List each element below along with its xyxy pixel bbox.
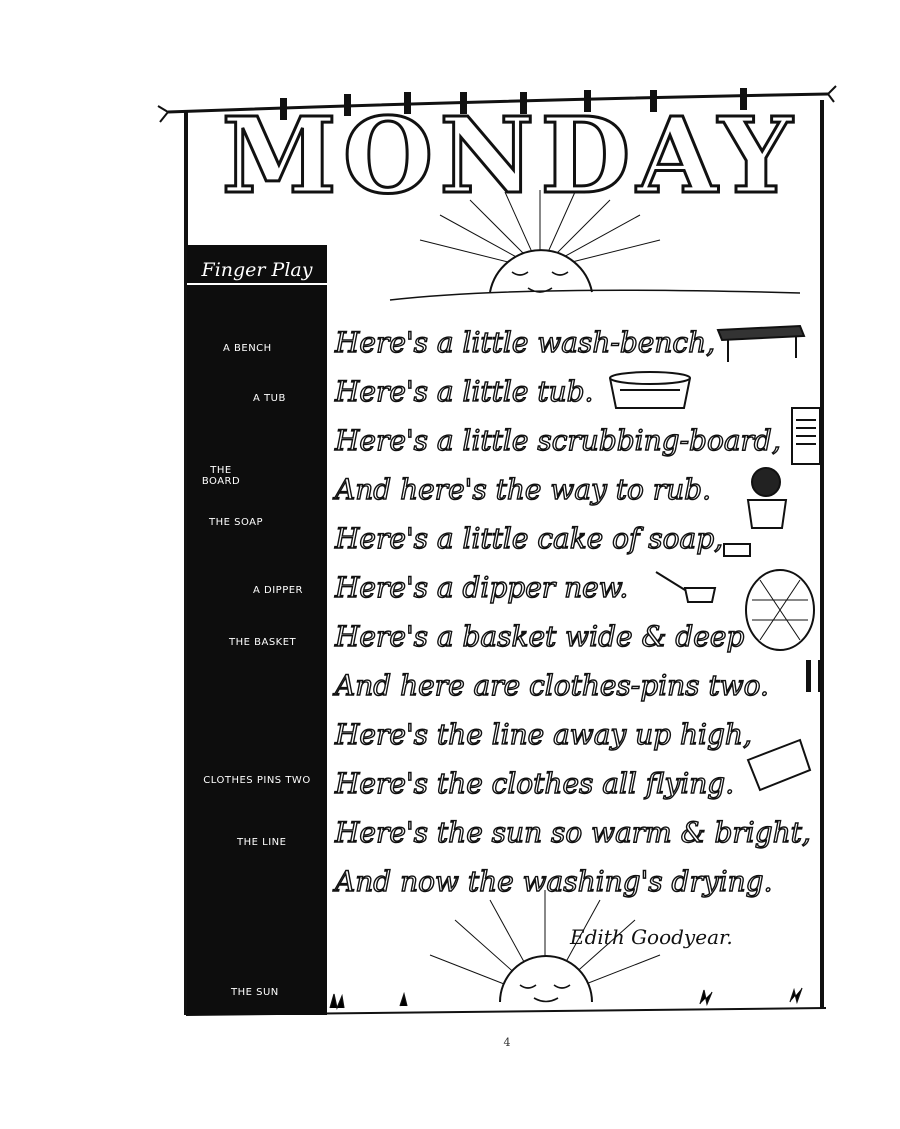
poem-line: And here's the way to rub. [335,473,711,506]
finger-play-label: A DIPPER [253,585,303,596]
finger-play-panel [187,245,327,1015]
poem-line: Here's a little wash-bench, [335,326,716,359]
poem-line: Here's the line away up high, [335,718,752,751]
poem-line: And here are clothes-pins two. [335,669,769,702]
finger-play-label: THE BASKET [229,637,297,648]
finger-play-label: CLOTHES PINS TWO [203,775,311,786]
author-signature: Edith Goodyear. [570,925,733,949]
poem-line: Here's the clothes all flying. [335,767,735,800]
finger-play-heading: Finger Play [187,259,327,285]
poem-line: Here's a little cake of soap, [335,522,724,555]
poem [335,318,811,906]
page-title: MONDAY [221,93,799,217]
poem-line: Here's a dipper new. [335,571,629,604]
poem-line: Here's a little scrubbing-board, [335,424,781,457]
page-number: 4 [503,1036,511,1049]
finger-play-label: THE SUN [231,987,279,998]
clothespins-picture [806,660,823,692]
finger-play-label: THE LINE [237,837,287,848]
finger-play-label: A TUB [253,393,286,404]
poem-line: Here's the sun so warm & bright, [335,816,811,849]
finger-play-label: THE SOAP [209,517,264,528]
poem-line: And now the washing's drying. [335,865,773,898]
poem-line: Here's a basket wide & deep [335,620,745,653]
finger-play-label: A BENCH [223,343,272,354]
poem-line: Here's a little tub. [335,375,594,408]
finger-play-label: THE BOARD [201,465,241,487]
